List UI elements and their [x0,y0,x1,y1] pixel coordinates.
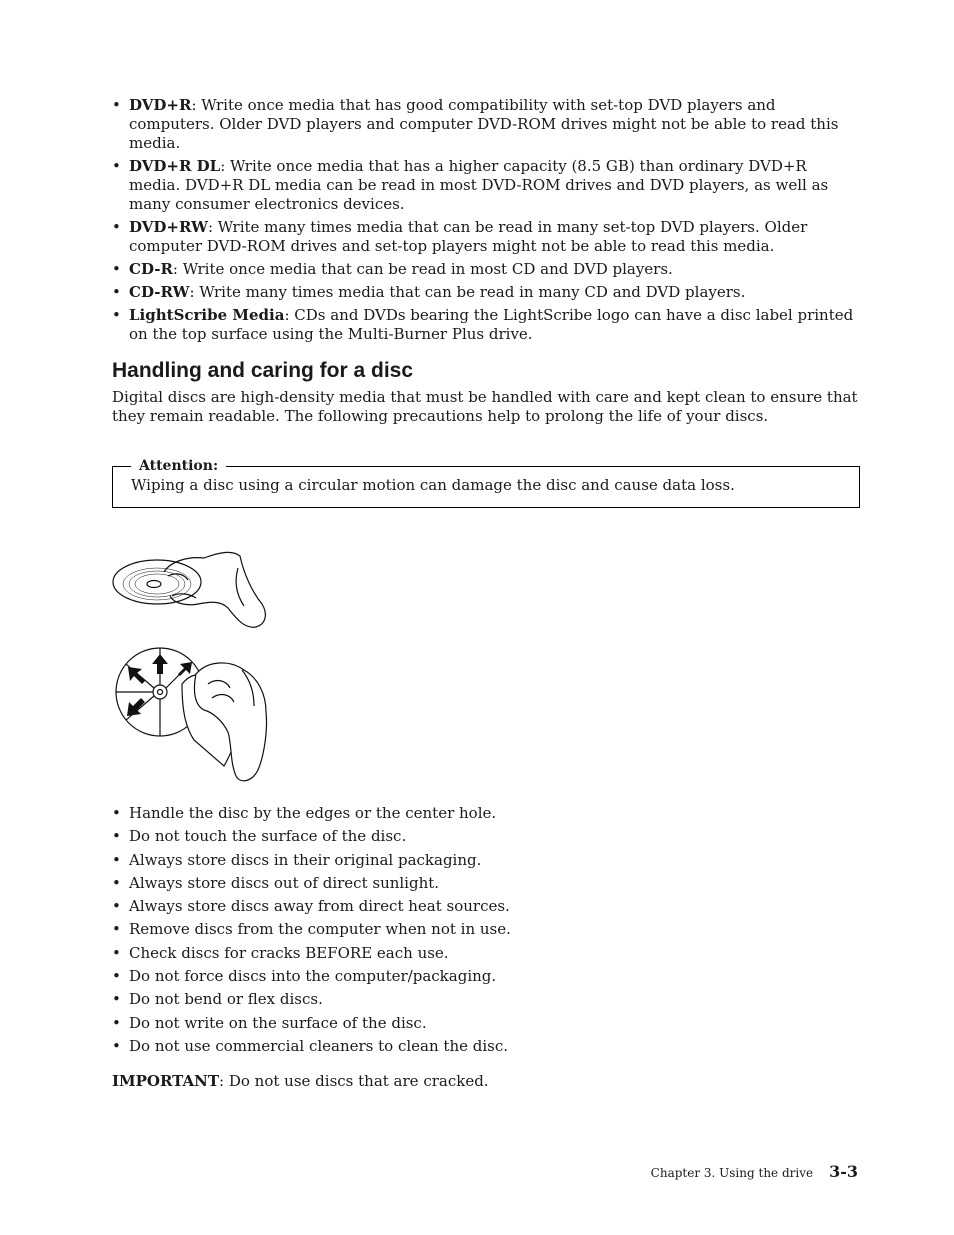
media-description: : Write once media that can be read in most CD and DVD players. [172,260,673,278]
media-description: : CDs and DVDs bearing the LightScribe logo can have a disc label printed on the top surface using the Multi-Burner Plus drive. [129,306,854,343]
list-item: • Do not use commercial cleaners to clean the disc. [112,1037,860,1056]
list-item: • Always store discs away from direct heat sources. [112,897,860,916]
list-item [112,157,860,214]
important-note [112,1072,860,1091]
list-item [112,96,860,153]
list-item: • Do not touch the surface of the disc. [112,827,860,846]
media-term: DVD+RW [129,218,208,236]
chapter-title: Chapter 3. Using the drive [650,1166,814,1180]
list-item: • Do not write on the surface of the disc. [112,1014,860,1033]
media-description: : Write once media that has good compatibility with set-top DVD players and computers. Older DVD players and computer DVD-ROM drives might not be able to read this media. [129,96,839,152]
list-item [112,306,860,344]
list-item: • Always store discs in their original packaging. [112,851,860,870]
attention-label: Attention: [131,457,226,476]
attention-text: Wiping a disc using a circular motion can damage the disc and cause data loss. [131,476,735,494]
section-intro: Digital discs are high-density media that must be handled with care and kept clean to ensure that they remain readable. The following precautions help to prolong the life of your discs. [112,388,858,425]
list-item: • Check discs for cracks BEFORE each use. [112,944,860,963]
media-term: DVD+R [129,96,192,114]
list-item [112,260,860,279]
media-description: : Write many times media that can be read in many CD and DVD players. [189,283,746,301]
important-text: : Do not use discs that are cracked. [219,1071,489,1090]
care-precautions-list [112,804,860,1056]
list-item [112,218,860,256]
attention-box [112,458,860,508]
media-term: CD-R [129,260,173,278]
page-number: 3-3 [829,1162,858,1181]
media-term: LightScribe Media [129,306,285,324]
page-content [112,96,860,1091]
list-item: • Do not force discs into the computer/packaging. [112,967,860,986]
list-item: • Handle the disc by the edges or the center hole. [112,804,860,823]
disc-handling-icon [112,534,272,784]
important-label: IMPORTANT [112,1071,220,1090]
media-term: DVD+R DL [129,157,221,175]
list-item: • Remove discs from the computer when not in use. [112,920,860,939]
media-term: CD-RW [129,283,190,301]
media-type-list [112,96,860,344]
list-item [112,283,860,302]
page-footer [651,1162,858,1183]
media-description: : Write many times media that can be read in many set-top DVD players. Older computer DVD-ROM drives and set-top players might not be able to read this media. [129,218,808,255]
media-description: : Write once media that has a higher capacity (8.5 GB) than ordinary DVD+R media. DVD+R DL media can be read in most DVD-ROM drives and DVD players, as well as many consumer electronics devices. [129,157,829,213]
list-item: • Always store discs out of direct sunlight. [112,874,860,893]
section-heading: Handling and caring for a disc [112,359,414,382]
disc-handling-illustration [112,534,272,784]
list-item: • Do not bend or flex discs. [112,990,860,1009]
